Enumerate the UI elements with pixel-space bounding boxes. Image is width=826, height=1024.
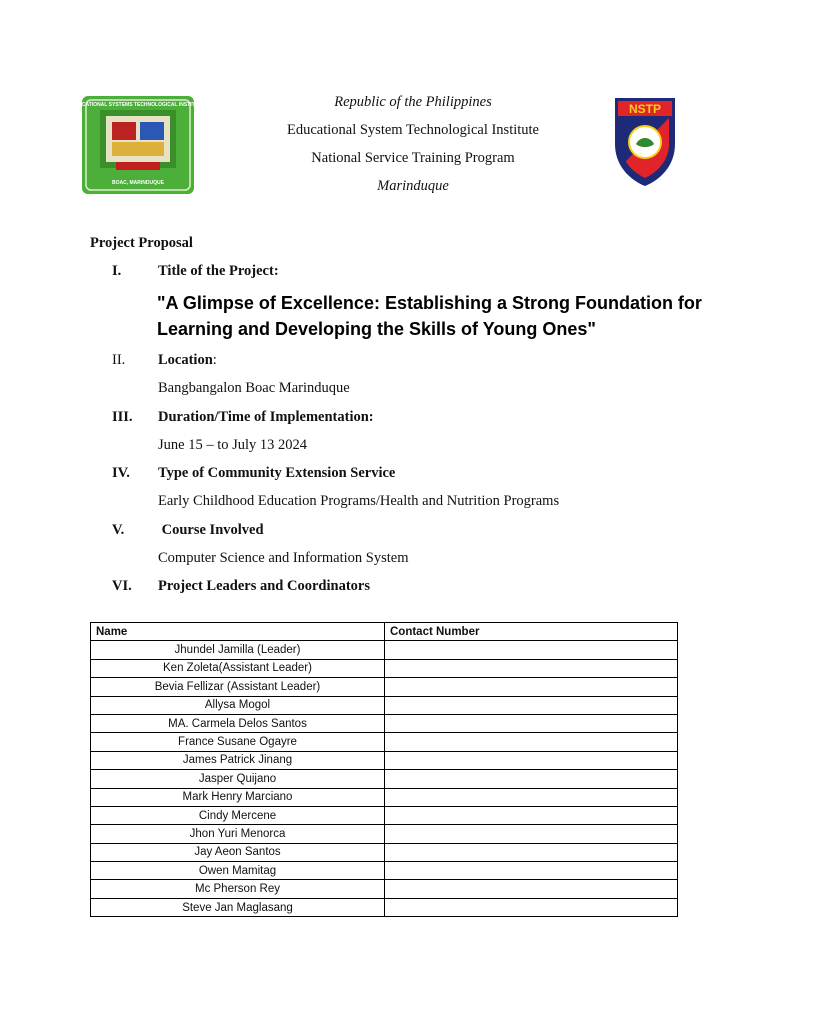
header-nstp: National Service Training Program: [311, 150, 515, 166]
member-name: Allysa Mogol: [91, 696, 385, 714]
member-name: Mark Henry Marciano: [91, 788, 385, 806]
table-row: [91, 714, 678, 732]
member-contact: [385, 678, 678, 696]
table-row: [91, 751, 678, 769]
member-name: Steve Jan Maglasang: [91, 898, 385, 916]
table-row: [91, 788, 678, 806]
member-name: Jhon Yuri Menorca: [91, 825, 385, 843]
member-contact: [385, 770, 678, 788]
member-contact: [385, 733, 678, 751]
member-contact: [385, 641, 678, 659]
doc-heading: Project Proposal: [90, 235, 193, 251]
col-header-contact: Contact Number: [385, 623, 678, 641]
table-row: [91, 898, 678, 916]
table-row: [91, 659, 678, 677]
member-contact: [385, 898, 678, 916]
member-contact: [385, 788, 678, 806]
section-4-body: Early Childhood Education Programs/Health and Nutrition Programs: [158, 493, 560, 509]
member-name: Jasper Quijano: [91, 770, 385, 788]
member-name: Bevia Fellizar (Assistant Leader): [91, 678, 385, 696]
section-1-title: Title of the Project:: [158, 263, 279, 279]
table-row: [91, 843, 678, 861]
member-name: Mc Pherson Rey: [91, 880, 385, 898]
section-5-title: Course Involved: [158, 522, 264, 538]
section-3-num: III.: [112, 409, 133, 425]
section-6-title: Project Leaders and Coordinators: [158, 578, 370, 594]
member-contact: [385, 825, 678, 843]
section-4-num: IV.: [112, 465, 130, 481]
coordinators-table: [90, 622, 678, 917]
table-row: [91, 641, 678, 659]
section-5-body: Computer Science and Information System: [158, 550, 409, 566]
member-name: Cindy Mercene: [91, 806, 385, 824]
section-2-colon: :: [212, 352, 217, 368]
section-2-body: Bangbangalon Boac Marinduque: [158, 380, 350, 396]
table-row: [91, 862, 678, 880]
member-name: James Patrick Jinang: [91, 751, 385, 769]
col-header-name: Name: [91, 623, 385, 641]
member-contact: [385, 880, 678, 898]
table-body: [91, 641, 678, 917]
section-5-num: V.: [112, 522, 125, 538]
section-1-num: I.: [112, 263, 122, 279]
member-contact: [385, 714, 678, 732]
section-3-title: Duration/Time of Implementation:: [158, 409, 374, 425]
member-contact: [385, 806, 678, 824]
section-6-num: VI.: [112, 578, 132, 594]
member-name: MA. Carmela Delos Santos: [91, 714, 385, 732]
member-name: Jay Aeon Santos: [91, 843, 385, 861]
table-row: [91, 678, 678, 696]
member-name: Jhundel Jamilla (Leader): [91, 641, 385, 659]
member-contact: [385, 696, 678, 714]
member-name: Owen Mamitag: [91, 862, 385, 880]
member-contact: [385, 862, 678, 880]
header-province: Marinduque: [377, 178, 449, 194]
header-institute: Educational System Technological Institute: [286, 122, 539, 138]
table-row: [91, 770, 678, 788]
table-row: [91, 825, 678, 843]
header-republic: Republic of the Philippines: [334, 94, 492, 110]
project-title: [157, 290, 717, 342]
table-row: [91, 880, 678, 898]
project-title-line-1: "A Glimpse of Excellence: Establishing a Strong Foundation for: [157, 293, 702, 313]
member-contact: [385, 751, 678, 769]
table-row: [91, 733, 678, 751]
member-contact: [385, 843, 678, 861]
section-2-num: II.: [112, 352, 126, 368]
member-name: France Susane Ogayre: [91, 733, 385, 751]
section-2-title-wrap: [158, 352, 217, 369]
member-contact: [385, 659, 678, 677]
nstp-logo-text: NSTP: [628, 102, 662, 116]
member-name: Ken Zoleta(Assistant Leader): [91, 659, 385, 677]
logo-left-bottom-text: BOAC, MARINDUQUE: [112, 180, 164, 186]
section-2-title: Location: [158, 352, 213, 368]
project-title-line-2: Learning and Developing the Skills of Young Ones": [157, 319, 596, 339]
section-4-title: Type of Community Extension Service: [158, 465, 396, 481]
table-row: [91, 806, 678, 824]
logo-left-top-text: EDUCATIONAL SYSTEMS TECHNOLOGICAL INSTITUTE: [71, 102, 205, 108]
table-header-row: [91, 623, 678, 641]
table-row: [91, 696, 678, 714]
section-3-body: June 15 – to July 13 2024: [158, 437, 308, 453]
